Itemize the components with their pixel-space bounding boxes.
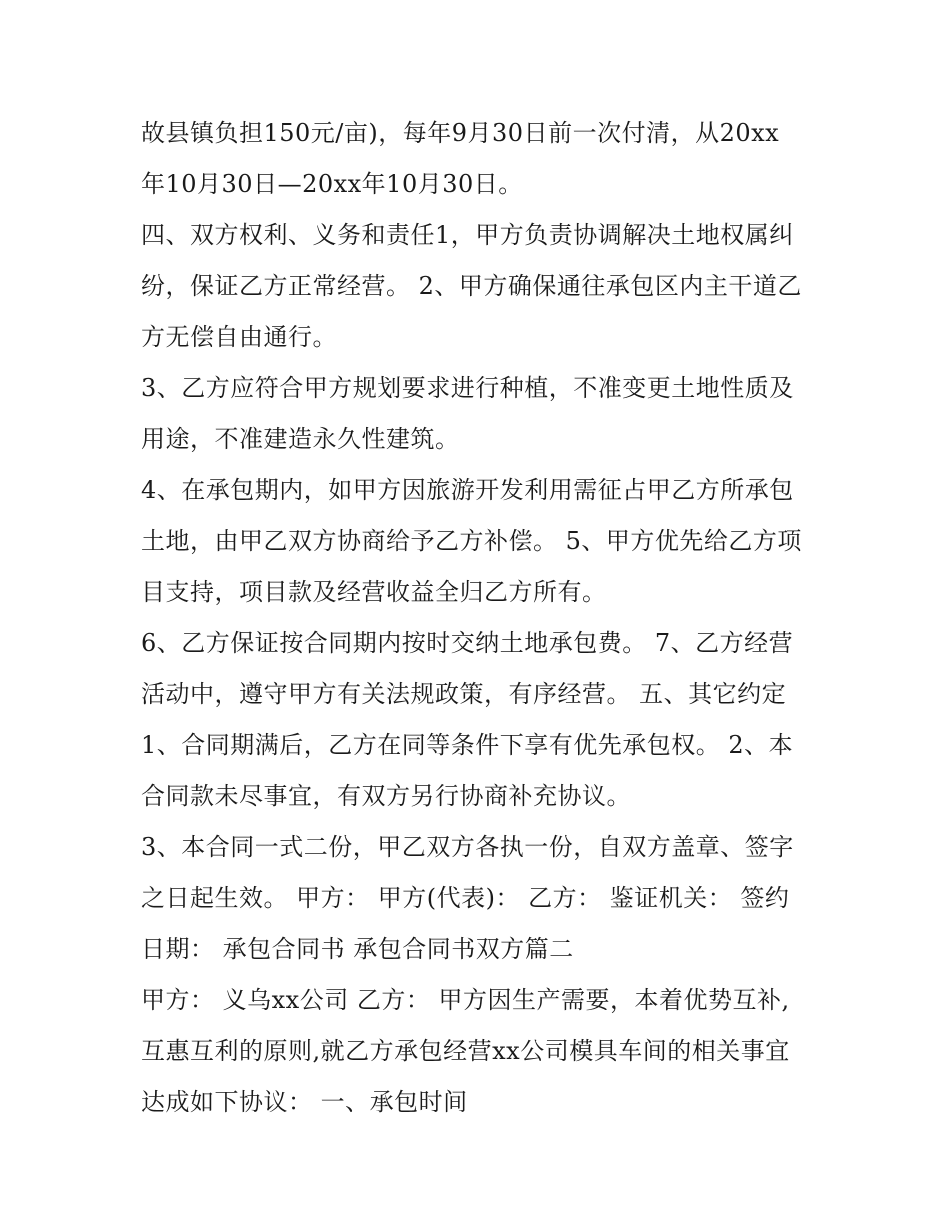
text-line-19: 互惠互利的原则,就乙方承包经营xx公司模具车间的相关事宜 (141, 1037, 790, 1065)
text-line-13: 1、合同期满后，乙方在同等条件下享有优先承包权。 2、本 (141, 731, 794, 759)
text-line-2: 年10月30日—20xx年10月30日。 (141, 170, 523, 198)
text-line-18: 甲方： 义乌xx公司 乙方： 甲方因生产需要，本着优势互补, (141, 986, 790, 1014)
document-body (141, 108, 821, 1128)
text-line-5: 方无偿自由通行。 (141, 323, 337, 351)
text-line-17: 日期： 承包合同书 承包合同书双方篇二 (141, 935, 574, 963)
text-line-16: 之日起生效。 甲方： 甲方(代表)： 乙方： 鉴证机关： 签约 (141, 884, 790, 912)
text-line-14: 合同款未尽事宜，有双方另行协商补充协议。 (141, 782, 631, 810)
text-line-6: 3、乙方应符合甲方规划要求进行种植，不准变更土地性质及 (141, 374, 794, 402)
text-line-12: 活动中，遵守甲方有关法规政策，有序经营。 五、其它约定 (141, 680, 787, 708)
text-line-20: 达成如下协议： 一、承包时间 (141, 1088, 468, 1116)
text-line-15: 3、本合同一式二份，甲乙双方各执一份，自双方盖章、签字 (141, 833, 794, 861)
text-line-9: 土地，由甲乙双方协商给予乙方补偿。 5、甲方优先给乙方项 (141, 527, 802, 555)
text-line-11: 6、乙方保证按合同期内按时交纳土地承包费。 7、乙方经营 (141, 629, 794, 657)
text-line-1: 故县镇负担150元/亩)，每年9月30日前一次付清，从20xx (141, 119, 780, 147)
text-line-4: 纷，保证乙方正常经营。 2、甲方确保通往承包区内主干道乙 (141, 272, 802, 300)
text-line-3: 四、双方权利、义务和责任1，甲方负责协调解决土地权属纠 (141, 221, 794, 249)
text-line-7: 用途，不准建造永久性建筑。 (141, 425, 460, 453)
text-line-10: 目支持，项目款及经营收益全归乙方所有。 (141, 578, 607, 606)
text-line-8: 4、在承包期内，如甲方因旅游开发利用需征占甲乙方所承包 (141, 476, 794, 504)
